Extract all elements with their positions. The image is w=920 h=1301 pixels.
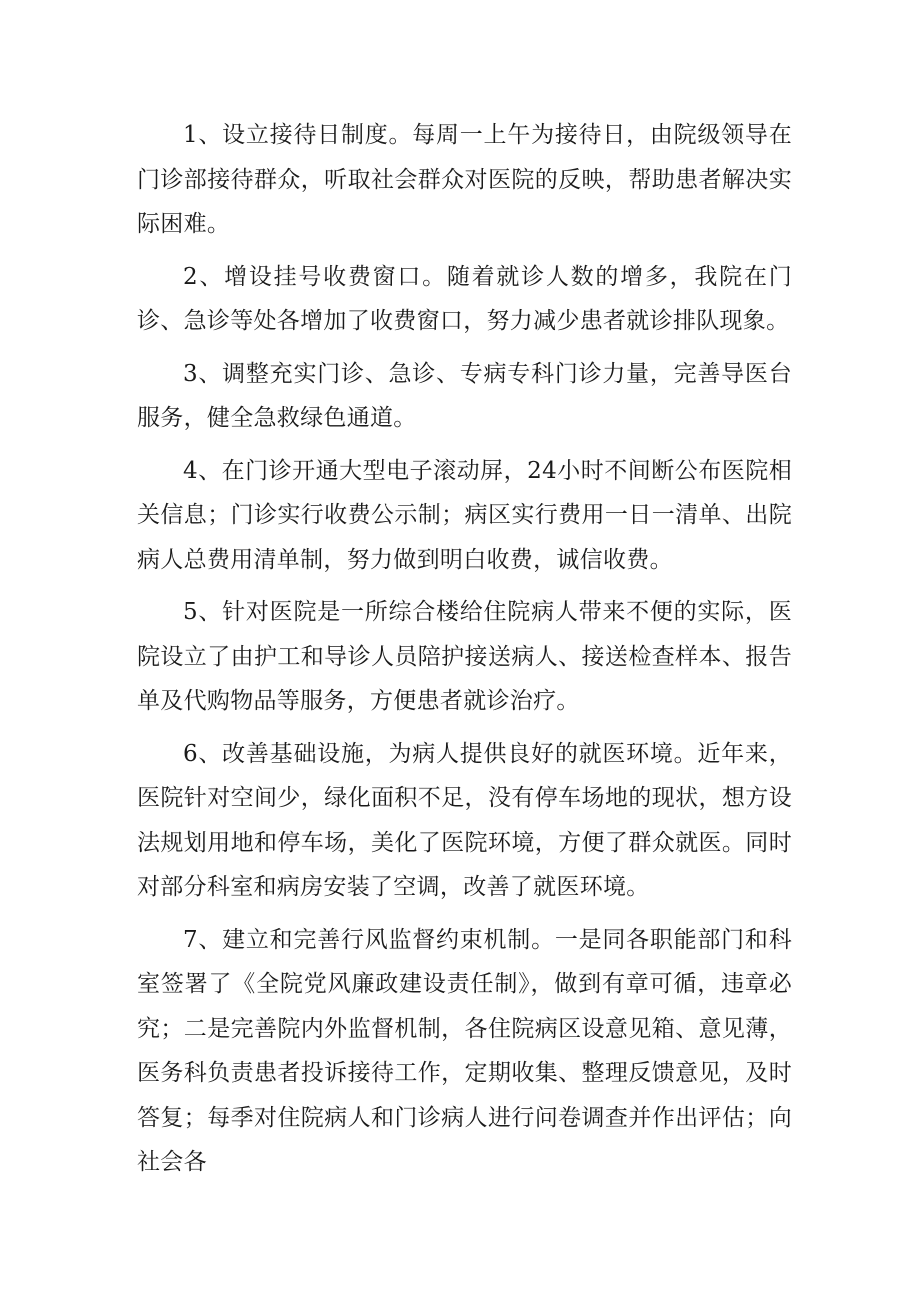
paragraph-4: 4、在门诊开通大型电子滚动屏，24小时不间断公布医院相关信息；门诊实行收费公示制；病区实行费用一日一清单、出院病人总费用清单制，努力做到明白收费，诚信收费。 bbox=[137, 457, 792, 573]
document-body bbox=[137, 113, 792, 1193]
paragraph-6: 6、改善基础设施，为病人提供良好的就医环境。近年来，医院针对空间少，绿化面积不足，没有停车场地的现状，想方设法规划用地和停车场，美化了医院环境，方便了群众就医。同时对部分科室和病房安装了空调，改善了就医环境。 bbox=[137, 740, 792, 900]
paragraph-1: 1、设立接待日制度。每周一上午为接待日，由院级领导在门诊部接待群众，听取社会群众对医院的反映，帮助患者解决实际困难。 bbox=[137, 122, 792, 237]
paragraph-7: 7、建立和完善行风监督约束机制。一是同各职能部门和科室签署了《全院党风廉政建设责任制》，做到有章可循，违章必究；二是完善院内外监督机制，各住院病区设意见箱、意见薄，医务科负责患者投诉接待工作，定期收集、整理反馈意见，及时答复；每季对住院病人和门诊病人进行问卷调查并作出评估；向社会各 bbox=[137, 926, 792, 1175]
paragraph-2: 2、增设挂号收费窗口。随着就诊人数的增多，我院在门诊、急诊等处各增加了收费窗口，努力减少患者就诊排队现象。 bbox=[137, 263, 792, 334]
paragraph-3: 3、调整充实门诊、急诊、专病专科门诊力量，完善导医台服务，健全急救绿色通道。 bbox=[137, 360, 792, 431]
paragraph-5: 5、针对医院是一所综合楼给住院病人带来不便的实际，医院设立了由护工和导诊人员陪护接送病人、接送检查样本、报告单及代购物品等服务，方便患者就诊治疗。 bbox=[137, 599, 792, 714]
